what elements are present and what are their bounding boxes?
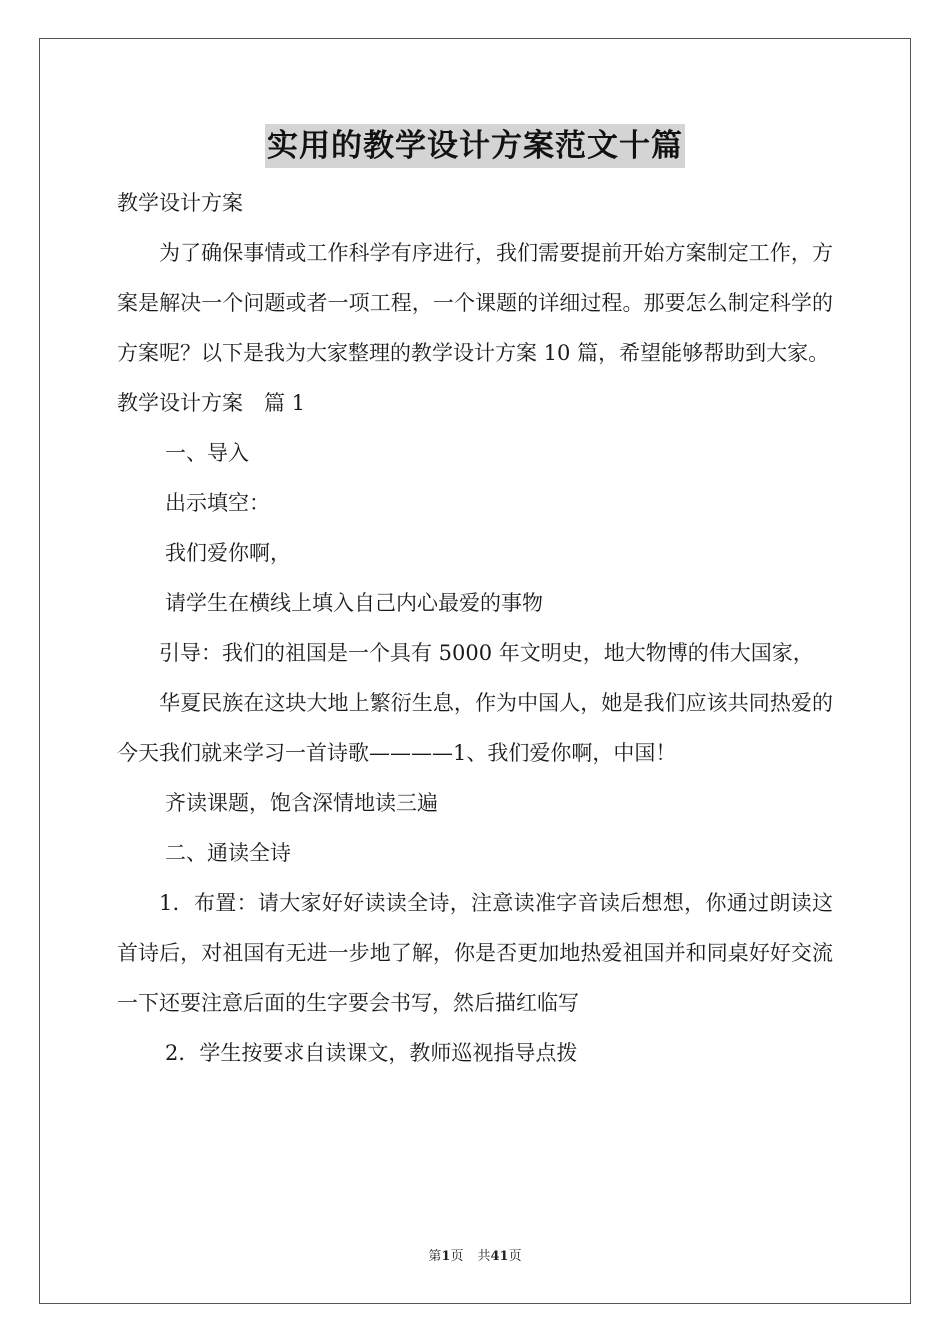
page-footer [0, 1248, 950, 1266]
title-container [0, 124, 950, 168]
lesson-heading: 教学设计方案 篇 1 [117, 391, 306, 415]
step-read-poem: 二、通读全诗 [165, 841, 291, 865]
document-body [117, 178, 833, 1078]
poem-line: 我们爱你啊， [165, 541, 291, 565]
read-title-line: 齐读课题，饱含深情地读三遍 [165, 791, 438, 815]
student-instruction: 请学生在横线上填入自己内心最爱的事物 [165, 591, 543, 615]
section-heading: 教学设计方案 [117, 191, 243, 215]
assignment-paragraph: 1．布置：请大家好好读读全诗，注意读准字音读后想想，你通过朗读这首诗后，对祖国有无进一步地了解，你是否更加地热爱祖国并和同桌好好交流一下还要注意后面的生字要会书写，然后描红临写 [117, 891, 833, 1015]
footer-total-prefix: 共 [477, 1249, 491, 1264]
guide-paragraph: 引导：我们的祖国是一个具有 5000 年文明史，地大物博的伟大国家， [159, 641, 814, 665]
fill-in-prompt: 出示填空： [165, 491, 270, 515]
footer-prefix: 第 [428, 1249, 442, 1264]
nation-paragraph: 华夏民族在这块大地上繁衍生息，作为中国人，她是我们应该共同热爱的今天我们就来学习一首诗歌————1、我们爱你啊，中国！ [117, 691, 833, 765]
step-import: 一、导入 [165, 441, 249, 465]
current-page-number: 1 [441, 1249, 451, 1264]
footer-total-suffix: 页 [508, 1249, 522, 1264]
total-page-number: 41 [490, 1249, 509, 1264]
footer-page-suffix: 页 [450, 1249, 464, 1264]
self-read-line: 2．学生按要求自读课文，教师巡视指导点拨 [165, 1041, 578, 1065]
document-title: 实用的教学设计方案范文十篇 [265, 124, 685, 168]
intro-paragraph: 为了确保事情或工作科学有序进行，我们需要提前开始方案制定工作，方案是解决一个问题或者一项工程，一个课题的详细过程。那要怎么制定科学的方案呢？以下是我为大家整理的教学设计方案 10 篇，希望能够帮助到大家。 [117, 241, 833, 365]
